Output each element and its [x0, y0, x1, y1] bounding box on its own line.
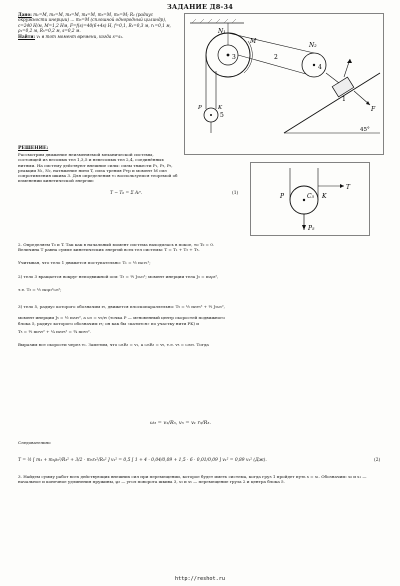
- detail-label-c: C₅: [307, 193, 314, 200]
- find-label: Найти:: [18, 34, 36, 40]
- label-angle: 45°: [360, 127, 370, 133]
- solution-paragraph-1: Рассмотрим движение неизменяемой механической системы, состоящей из весомых тел 1,3,5 и невесомых тел 2,4, соединённых нитями. На систему действуют внешние силы: силы тяжести P₁, P₃, P₅, реакции N₁, N₂, натяжение нити T, сила трения Fтр и момент M сил сопротивления шкива 3. Для определения v₁ воспользуемся теоремой об изменении кинетической энергии:: [18, 152, 178, 184]
- task-title: ЗАДАНИЕ Д8-34: [166, 3, 234, 11]
- total-energy-formula: T = ½ [ m₁ + m₃ρ₃²/R₃² + 3/2 · m₅r₃²/R₃² ] v₁² = 0,5 [ 1 + 4 · 0,04/0,09 + 1,5 · 6 · 0,01/0,09 ] v₁² = 0,89 v₁² (Дж).: [18, 458, 267, 463]
- find-block: [18, 34, 180, 39]
- line-9: T₅ = ½ m₅v₅² + ¼ m₅v₅² = ¾ m₅v₅².: [18, 329, 91, 335]
- line-3: Учитывая, что тело 1 движется поступательно: T₁ = ½ m₁v₁²;: [18, 259, 151, 265]
- label-n2: N₂: [309, 42, 317, 49]
- given-text: m₁=M, m₂=M, m₃=M, m₄=M, m₅=M, m₆=M; R₁ (радиус окружности инерции) ... m₆=M (сплошной однородный цилиндр), c=240 Н/м, M=1,2 Нм, F=f(s)=40(6+4s) Н, f=0,1, R₁=0,3 м, r₁=0,1 м, ρ₁=0,2 м, R₅=0,2 м, s=0,2 м.: [18, 12, 171, 33]
- equation-1-number: (1): [232, 191, 239, 196]
- block-detail-figure: [250, 162, 370, 236]
- line-10: Выразим все скорости через v₁. Заметим, что ω₃R₃ = v₁, a ω₃R₃ = v₅, т.е. v₅ = ω₃r₃. Тогда: [18, 341, 209, 347]
- line-5: т.е. T₃ = ½ m₃ρ₃²ω₃²;: [18, 286, 62, 292]
- label-body-5: 5: [220, 112, 224, 119]
- line-8: блока 5, радиус которого обозначим r₅; он как бы «катится» по участку нити PK) и: [18, 320, 199, 326]
- solution-lines: [18, 242, 390, 347]
- footer-url[interactable]: http://reshot.ru: [175, 576, 225, 582]
- solution-heading: РЕШЕНИЕ:: [18, 146, 49, 151]
- label-force-f: F: [371, 106, 376, 113]
- speed-relations: ω₃ = v₁/R₃, v₅ = v₁ r₃/R₃.: [150, 420, 211, 426]
- given-block: [18, 12, 180, 39]
- label-body-2: 2: [274, 54, 278, 61]
- line-4: 2) тело 3 вращается вокруг неподвижной оси: T₃ = ½ J₃ω₃²; момент инерции тела J₃ = m₃ρ₃²,: [18, 274, 219, 280]
- total-energy-number: (2): [374, 458, 381, 463]
- label-body-1: 1: [342, 96, 346, 103]
- line-1: 2. Определяем T₀ и T. Так как в начальный момент система находилась в покое, то T₀ = 0.: [18, 242, 215, 247]
- detail-label-p: P: [280, 193, 285, 200]
- label-body-3: 3: [232, 54, 236, 61]
- line-7: момент инерции J₅ = ½ m₅r₅², а ω₅ = v₅/r₅ (точка P — мгновенный центр скоростей подвижного: [18, 315, 225, 321]
- label-point-k: K: [218, 105, 223, 111]
- label-n1: N₁: [218, 28, 226, 35]
- equation-1: T − T₀ = Σ Aᵢᵉ.: [110, 191, 143, 196]
- detail-label-k: K: [322, 193, 327, 200]
- label-point-p: P: [198, 105, 202, 111]
- label-moment-m: M: [250, 38, 257, 45]
- line-6: 3) тело 5, радиус которого обозначим r₅, движется плоскопараллельно: T₅ = ½ m₅v₅² + ½ J₅ω₅²,: [18, 304, 225, 310]
- detail-label-p5: P₅: [308, 225, 315, 232]
- last-paragraph: 3. Найдем сумму работ всех действующих внешних сил при перемещении, которое будет иметь система, когда груз 1 пройдет путь s = s₁. Обозначим: s₀ и s₁ — начальное и конечное удлинения пружины, φ₃ — угол поворота шкива 3, s₃ и s₅ — перемещение груза 2 и центра блока 5.: [18, 474, 367, 485]
- detail-label-t: T: [346, 184, 351, 191]
- mechanism-figure: [184, 13, 384, 155]
- label-body-4: 4: [318, 64, 322, 71]
- consequently-label: Следовательно: [18, 440, 51, 445]
- line-2: Величина T равна сумме кинетических энергий всех тел системы: T = T₁ + T₃ + T₅.: [18, 247, 200, 253]
- given-label: Дано:: [18, 12, 32, 17]
- find-text: v₁ в тот момент времени, когда s=s₁.: [36, 34, 124, 40]
